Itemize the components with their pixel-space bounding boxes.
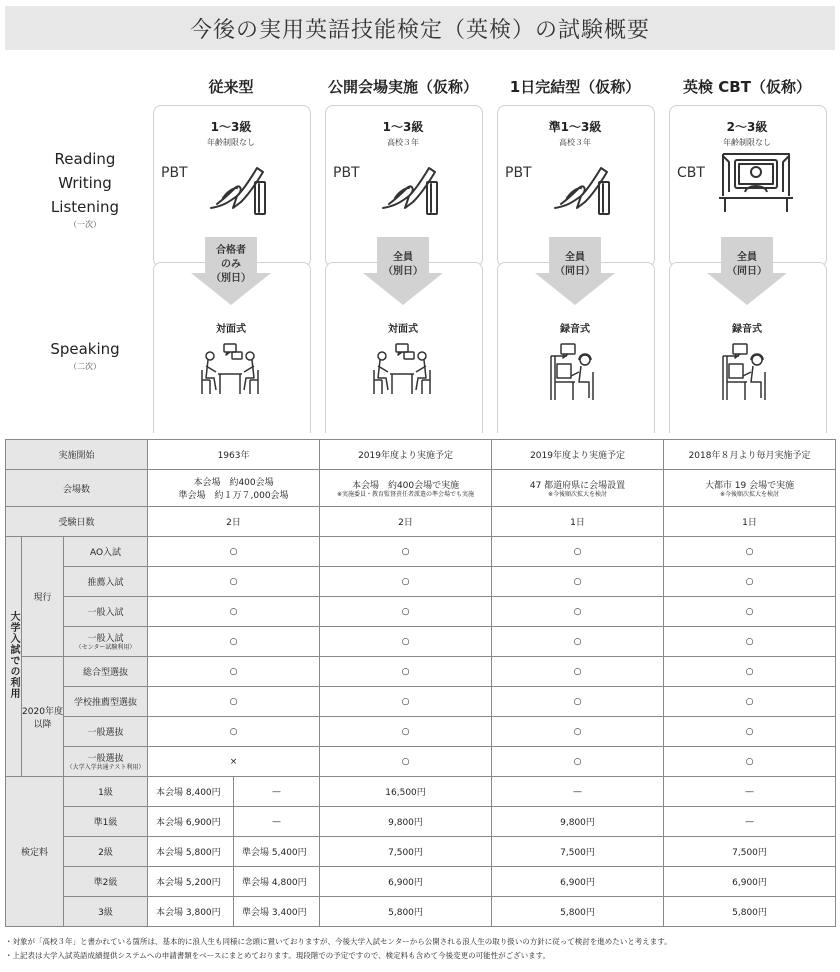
cell: 2019年度より実施予定 [320, 440, 492, 470]
cell: ○ [320, 537, 492, 567]
grade-label: 準1級 [64, 807, 148, 837]
speaking-side-label [30, 337, 140, 373]
table-row [6, 597, 836, 627]
test-mode-2: PBT [505, 165, 532, 181]
footnotes [5, 935, 835, 963]
table-row [6, 657, 836, 687]
table-row [6, 867, 836, 897]
speaking-eligibility-1 [363, 251, 443, 279]
cell: ○ [664, 717, 836, 747]
exam-category [64, 627, 148, 657]
test-mode-1: PBT [333, 165, 360, 181]
eligibility-2: 高校３年 [559, 138, 591, 147]
table-row [6, 687, 836, 717]
cell: ○ [492, 717, 664, 747]
second-stage-label: （二次） [69, 362, 101, 371]
cell [148, 470, 320, 507]
cell: ○ [148, 687, 320, 717]
exam-category [64, 687, 148, 717]
column-header-3: 英検 CBT（仮称） [683, 78, 811, 96]
speaking-eligibility-line: 全員 [393, 252, 413, 263]
reading-label: Reading [54, 150, 116, 168]
table-row [6, 777, 836, 807]
grade-range-1: 1〜3級 [382, 120, 424, 134]
cell: ○ [148, 657, 320, 687]
column-header-2: 1日完結型（仮称） [509, 78, 641, 96]
cell: ○ [492, 687, 664, 717]
speaking-eligibility-line: （同日） [727, 266, 767, 277]
cell: ○ [664, 747, 836, 777]
cell: ○ [320, 747, 492, 777]
cell: 6,900円 [492, 867, 664, 897]
cell: 9,800円 [320, 807, 492, 837]
cell: 本会場 8,400円 [148, 777, 234, 807]
current-label: 現行 [22, 537, 64, 657]
cell: ○ [492, 597, 664, 627]
cell: ○ [320, 717, 492, 747]
future-label-line: 2020年度 [22, 706, 63, 717]
speaking-format-3: 録音式 [732, 324, 762, 335]
row-label: 受験日数 [6, 507, 148, 537]
speaking-eligibility-line: （別日） [211, 273, 251, 284]
cell: 本会場 5,800円 [148, 837, 234, 867]
cell: 16,500円 [320, 777, 492, 807]
column-header-1: 公開会場実施（仮称） [327, 78, 478, 96]
exam-category [64, 567, 148, 597]
cell: ○ [492, 537, 664, 567]
table-row [6, 717, 836, 747]
speaking-eligibility-line: 全員 [565, 252, 585, 263]
recording-booth-icon [545, 342, 603, 406]
cell: ○ [664, 537, 836, 567]
grade-label: 1級 [64, 777, 148, 807]
table-row [6, 627, 836, 657]
cell: 1日 [664, 507, 836, 537]
interview-icon [196, 342, 266, 404]
category-name: 総合型選抜 [83, 668, 129, 678]
cell: ○ [320, 597, 492, 627]
test-mode-0: PBT [161, 165, 188, 181]
table-row [6, 567, 836, 597]
cell: 2018年８月より毎月実施予定 [664, 440, 836, 470]
cell: 本会場 3,800円 [148, 897, 234, 927]
speaking-label: Speaking [50, 340, 120, 358]
cell: 6,900円 [320, 867, 492, 897]
recording-booth-icon [717, 342, 775, 406]
table-row [6, 747, 836, 777]
cell-line: 大都市 19 会場で実施 [704, 480, 795, 491]
row-label: 会場数 [6, 470, 148, 507]
exam-category [64, 717, 148, 747]
grade-range-0: 1〜3級 [210, 120, 252, 134]
category-name: 推薦入試 [87, 578, 124, 588]
cell: ○ [492, 567, 664, 597]
interview-icon [368, 342, 438, 404]
table-row [6, 897, 836, 927]
cell: — [664, 777, 836, 807]
cell: ○ [664, 627, 836, 657]
cell: 6,900円 [664, 867, 836, 897]
cell: 準会場 5,400円 [234, 837, 320, 867]
cell-line: 準会場 約１万７,000会場 [178, 491, 289, 501]
university-usage-label [6, 537, 22, 777]
exam-category [64, 537, 148, 567]
future-label [22, 657, 64, 777]
cell: 9,800円 [492, 807, 664, 837]
exam-category [64, 597, 148, 627]
cell: — [664, 807, 836, 837]
speaking-eligibility-line: 合格者 [216, 245, 246, 256]
listening-label: Listening [50, 198, 120, 216]
speaking-eligibility-line: 全員 [737, 252, 757, 263]
cell: ○ [148, 597, 320, 627]
eligibility-3: 年齢制限なし [723, 138, 771, 147]
cell: ○ [664, 567, 836, 597]
first-stage-label: （一次） [69, 220, 101, 229]
category-name: 学校推薦型選抜 [74, 698, 138, 708]
cell: 本会場 5,200円 [148, 867, 234, 897]
cell: 5,800円 [492, 897, 664, 927]
cell: 準会場 3,400円 [234, 897, 320, 927]
category-name: 一般入試 [87, 634, 124, 644]
category-note: （センター試験利用） [75, 644, 136, 651]
table-row [6, 807, 836, 837]
speaking-eligibility-0 [191, 244, 271, 286]
grade-label: 3級 [64, 897, 148, 927]
computer-desk-icon [719, 152, 793, 218]
cell-note: ※実施委員・教育監督責任者派遣の準会場でも実施 [337, 490, 475, 498]
cell: ○ [664, 597, 836, 627]
cell: — [492, 777, 664, 807]
category-name: 一般選抜 [87, 754, 124, 764]
cell: ○ [320, 627, 492, 657]
footnote-2: ・上記表は大学入試英語成績提供システムへの申請書類をベースにまとめております。現段階での予定ですので、検定料も含めて今後変更の可能性がございます。 [5, 951, 551, 960]
cell: 1日 [492, 507, 664, 537]
table-row [6, 537, 836, 567]
speaking-eligibility-line: （同日） [555, 266, 595, 277]
cell: 7,500円 [492, 837, 664, 867]
cell-line: 本会場 約400会場で実施 [351, 480, 460, 491]
cell: ○ [320, 567, 492, 597]
grade-range-2: 準1〜3級 [548, 120, 602, 134]
cell: ○ [492, 627, 664, 657]
cell: — [234, 807, 320, 837]
cell: 7,500円 [320, 837, 492, 867]
cell: ○ [148, 537, 320, 567]
category-name: 一般選抜 [87, 728, 124, 738]
speaking-eligibility-3 [707, 251, 787, 279]
cell: — [234, 777, 320, 807]
speaking-format-1: 対面式 [388, 324, 418, 335]
speaking-eligibility-line: のみ [221, 259, 241, 270]
cell: ○ [664, 687, 836, 717]
speaking-eligibility-line: （別日） [383, 266, 423, 277]
cell: ○ [320, 687, 492, 717]
table-row [6, 470, 836, 507]
column-header-0: 従来型 [208, 78, 254, 96]
row-label: 実施開始 [6, 440, 148, 470]
test-mode-3: CBT [677, 165, 705, 181]
exam-category [64, 747, 148, 777]
cell-note: ※今後順次拡大を検討 [720, 490, 780, 498]
category-name: AO入試 [89, 548, 122, 558]
cell-note: ※今後順次拡大を検討 [548, 490, 608, 498]
cell: 5,800円 [664, 897, 836, 927]
speaking-eligibility-2 [535, 251, 615, 279]
cell: 2019年度より実施予定 [492, 440, 664, 470]
category-note: （大学入学共通テスト利用） [66, 764, 145, 771]
eligibility-1: 高校３年 [387, 138, 419, 147]
vertical-label: 大学入試での利用 [8, 611, 19, 699]
fee-label: 検定料 [6, 777, 64, 927]
grade-label: 準2級 [64, 867, 148, 897]
grade-label: 2級 [64, 837, 148, 867]
eligibility-0: 年齢制限なし [207, 138, 255, 147]
table-row [6, 440, 836, 470]
cell [664, 470, 836, 507]
cell: ○ [492, 657, 664, 687]
cell-line: 本会場 約400会場 [193, 478, 274, 488]
cell: 2日 [148, 507, 320, 537]
cell: ○ [664, 657, 836, 687]
exam-category [64, 657, 148, 687]
writing-label: Writing [58, 174, 112, 192]
pen-writing-icon [203, 158, 273, 222]
reading-writing-listening-label [30, 147, 140, 231]
table-row [6, 837, 836, 867]
cell: 2日 [320, 507, 492, 537]
cell: 準会場 4,800円 [234, 867, 320, 897]
exam-overview-table [5, 439, 836, 927]
pen-writing-icon [375, 158, 445, 222]
future-label-line: 以降 [33, 719, 52, 730]
speaking-format-0: 対面式 [216, 324, 246, 335]
speaking-format-2: 録音式 [560, 324, 590, 335]
cell-line: 47 都道府県に会場設置 [529, 480, 626, 491]
cell: 1963年 [148, 440, 320, 470]
category-name: 一般入試 [87, 608, 124, 618]
cell: ○ [320, 657, 492, 687]
cell: ○ [492, 747, 664, 777]
page-title: 今後の実用英語技能検定（英検）の試験概要 [5, 6, 835, 50]
cell: 7,500円 [664, 837, 836, 867]
cell: 5,800円 [320, 897, 492, 927]
grade-range-3: 2〜3級 [726, 120, 768, 134]
cell: ○ [148, 717, 320, 747]
table-row [6, 507, 836, 537]
cell [492, 470, 664, 507]
cell [320, 470, 492, 507]
pen-writing-icon [547, 158, 617, 222]
cell: 本会場 6,900円 [148, 807, 234, 837]
footnote-1: ・対象が「高校３年」と書かれている箇所は、基本的に浪人生も同様に念頭に置いておりますが、今後大学入試センターから公開される浪人生の取り扱いの方針に従って検討を進めたいと考えます。 [5, 937, 672, 946]
cell: ○ [148, 627, 320, 657]
cell: ○ [148, 567, 320, 597]
cell: × [148, 747, 320, 777]
